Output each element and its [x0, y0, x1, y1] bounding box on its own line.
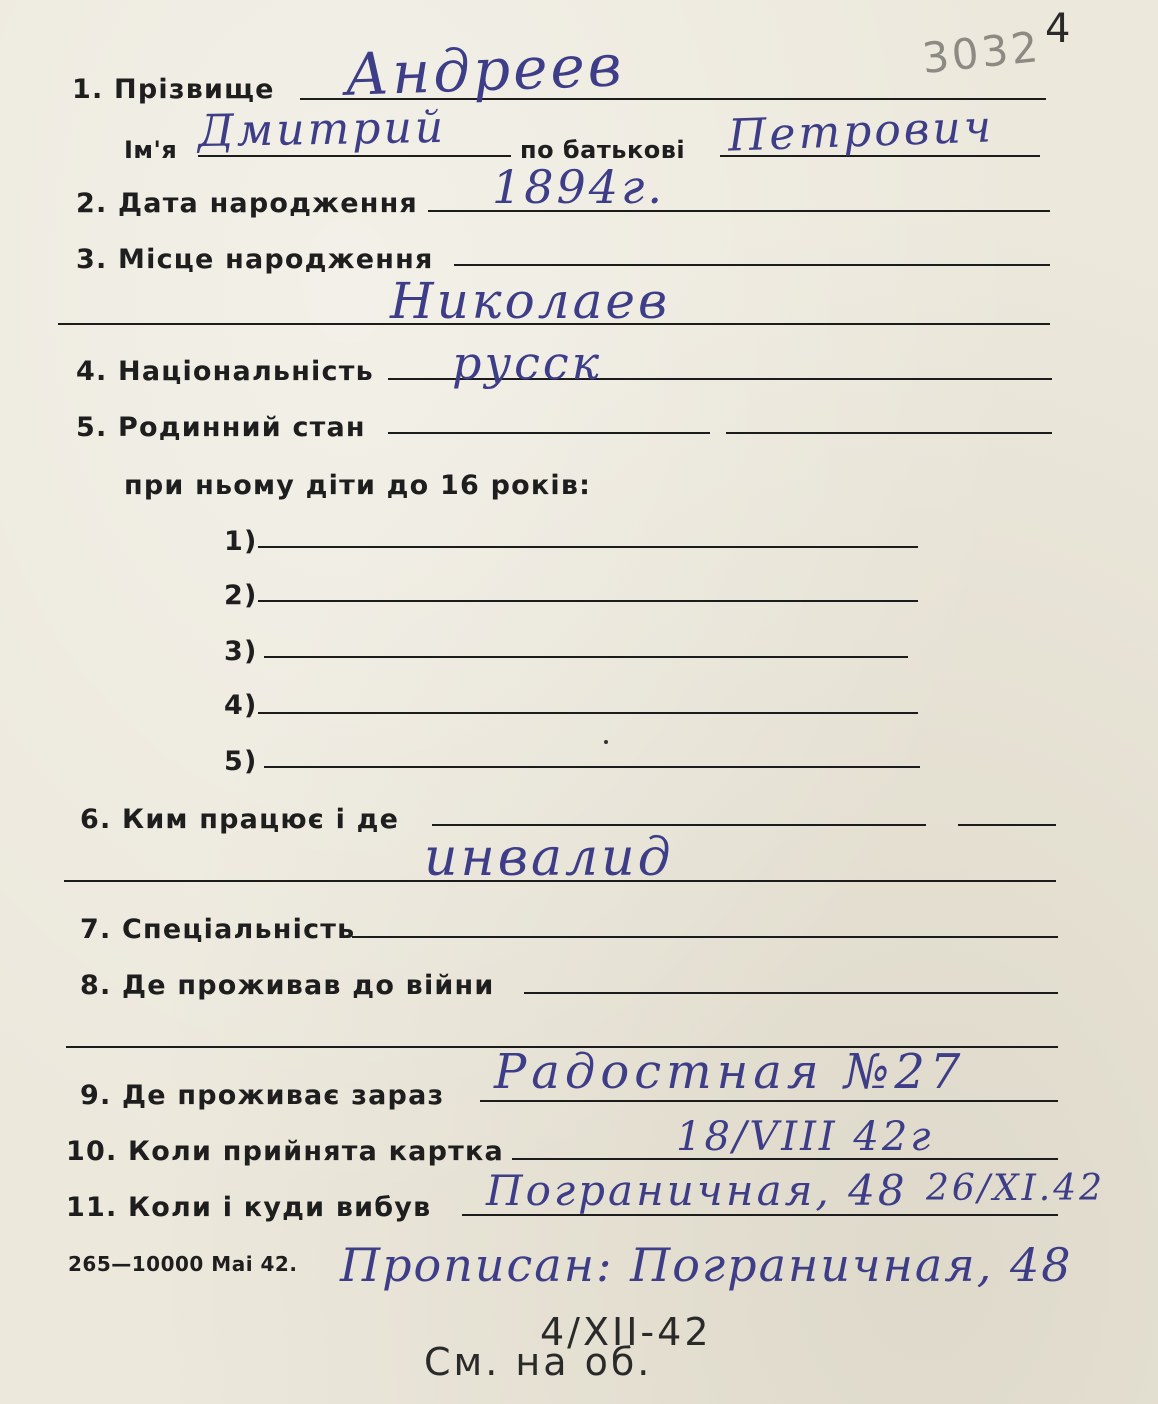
corner-number: 4 [1045, 6, 1074, 52]
speciality-line [352, 936, 1058, 938]
occupation-line-a [432, 824, 926, 826]
field-1-name-label: Ім'я [124, 136, 178, 164]
field-8-label: 8. Де проживав до війни [80, 970, 495, 1001]
field-4-label: 4. Національність [76, 356, 374, 387]
current-residence-value: Радостная №27 [494, 1044, 966, 1100]
child-1-line [258, 546, 918, 548]
registered-note: Прописан: Пограничная, 48 [340, 1238, 1073, 1292]
birthplace-line-1 [454, 264, 1050, 266]
birth-date-value: 1894г. [492, 160, 665, 214]
child-4-label: 4) [224, 690, 258, 721]
birthplace-value: Николаев [390, 272, 671, 330]
occupation-value: инвалид [424, 828, 674, 888]
child-2-line [258, 600, 918, 602]
print-code: 265—10000 Mai 42. [68, 1252, 298, 1276]
field-1-label: 1. Прізвище [72, 74, 275, 105]
field-1-patronymic-label: по батькові [520, 136, 686, 164]
child-3-label: 3) [224, 636, 258, 667]
field-5-label: 5. Родинний стан [76, 412, 366, 443]
child-5-line [264, 766, 920, 768]
see-back-note: См. на об. [424, 1340, 653, 1384]
ink-dot [604, 740, 608, 744]
occupation-line-b [958, 824, 1056, 826]
card-date-value: 18/VIII 42г [676, 1114, 934, 1160]
field-6-label: 6. Ким працює і де [80, 804, 400, 835]
child-5-label: 5) [224, 746, 258, 777]
family-status-line-a [388, 432, 710, 434]
child-1-label: 1) [224, 526, 258, 557]
current-residence-line [480, 1100, 1058, 1102]
field-10-label: 10. Коли прийнята картка [66, 1136, 504, 1167]
family-status-line-b [726, 432, 1052, 434]
surname-value: Андреев [343, 31, 626, 109]
pre-war-residence-line [524, 992, 1058, 994]
field-7-label: 7. Спеціальність [80, 914, 356, 945]
patronymic-value: Петрович [727, 101, 995, 162]
moved-date-value: 26/XI.42 [926, 1168, 1106, 1209]
child-2-label: 2) [224, 580, 258, 611]
registered-date: 4/XII-42 [540, 1310, 712, 1354]
field-11-label: 11. Коли і куди вибув [66, 1192, 432, 1223]
child-3-line [264, 656, 908, 658]
field-2-label: 2. Дата народження [76, 188, 418, 219]
moved-to-value: Пограничная, 48 [486, 1166, 908, 1215]
field-3-label: 3. Місце народження [76, 244, 434, 275]
child-4-line [258, 712, 918, 714]
pencil-number: 3032 [919, 21, 1044, 84]
first-name-value: Дмитрий [197, 101, 447, 158]
nationality-value: русск [452, 336, 603, 390]
field-5-children-label: при ньому діти до 16 років: [124, 470, 592, 501]
field-9-label: 9. Де проживає зараз [80, 1080, 445, 1111]
